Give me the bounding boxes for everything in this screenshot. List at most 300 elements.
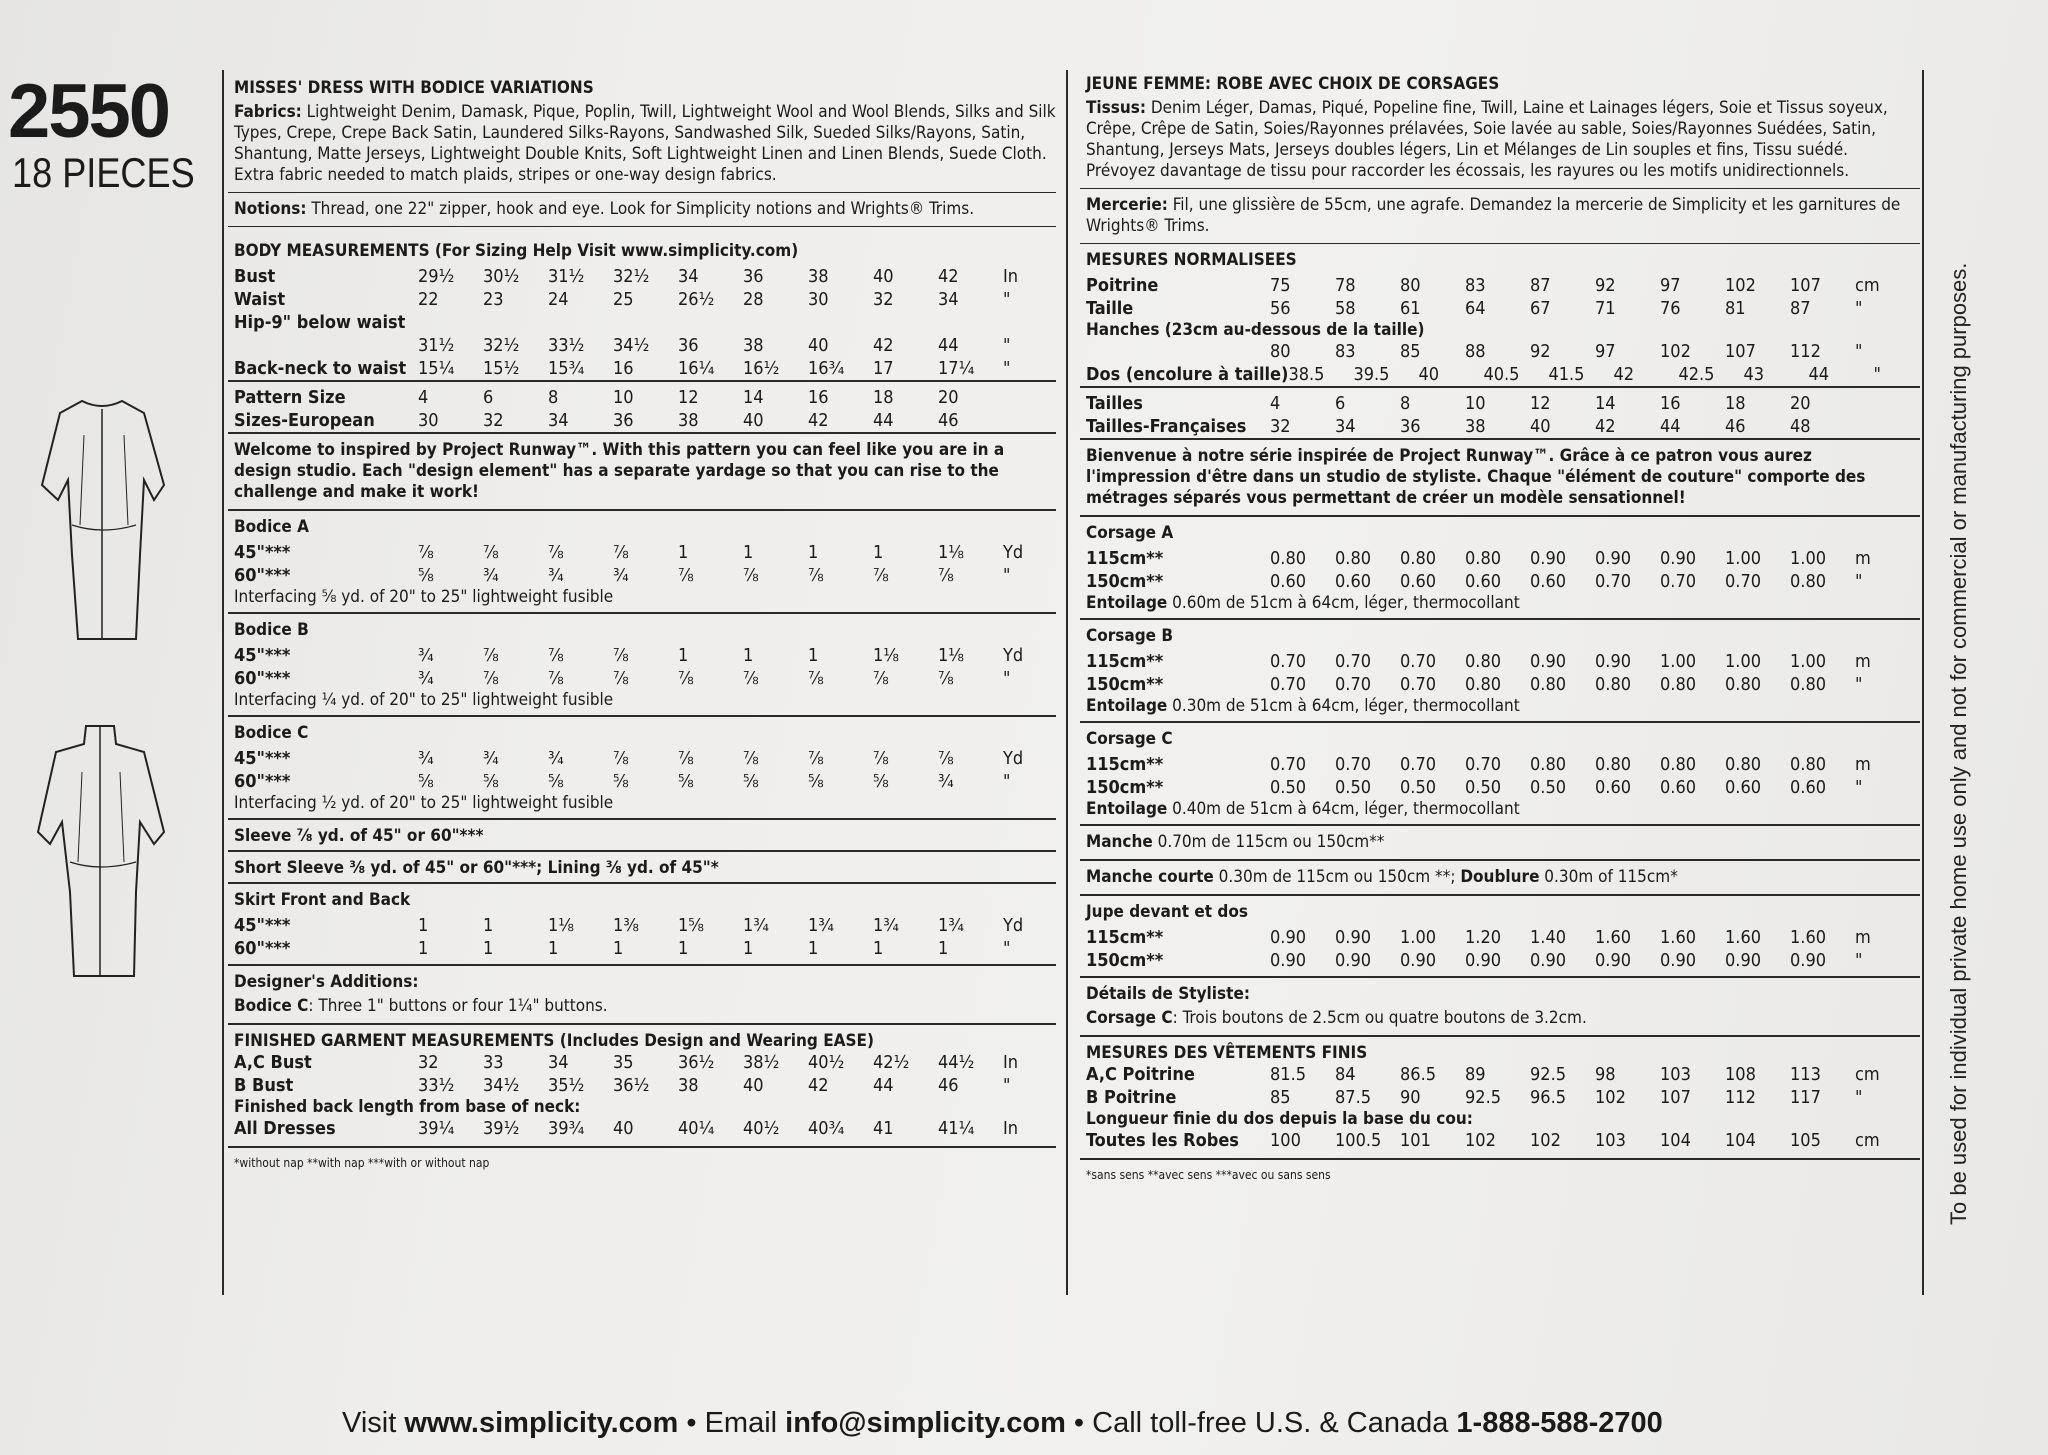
size-value: 0.80 (1660, 754, 1697, 775)
row-label: 45"*** (234, 542, 291, 563)
unit-label: m (1855, 754, 1871, 775)
size-value: 0.60 (1595, 777, 1632, 798)
phone-number[interactable]: 1-888-588-2700 (1456, 1407, 1663, 1439)
unit-label: " (1855, 777, 1863, 798)
designer-additions-text: Bodice C: Three 1" buttons or four 1¼" buttons. (234, 996, 608, 1016)
designer-additions-title: Designer's Additions: (234, 972, 419, 992)
corsage-c-table (1080, 753, 1920, 799)
size-value: 42 (1595, 416, 1616, 437)
size-value: 16½ (743, 358, 780, 379)
size-value: 40 (1530, 416, 1551, 437)
size-value: ¾ (483, 748, 499, 769)
bodice-c-title: Bodice C (234, 723, 309, 743)
size-value: 41 (873, 1118, 894, 1139)
size-value: 0.60 (1790, 777, 1827, 798)
size-value: 31½ (418, 335, 455, 356)
size-value: 38 (808, 266, 829, 287)
unit-label: In (1003, 1052, 1019, 1073)
size-value: 85 (1400, 341, 1421, 362)
size-value: 0.70 (1335, 674, 1372, 695)
size-value: 1⅛ (873, 645, 899, 666)
size-value: 30 (418, 410, 439, 431)
size-value: 0.80 (1660, 674, 1697, 695)
size-value: 40¾ (808, 1118, 845, 1139)
size-value: 0.70 (1465, 754, 1502, 775)
corsage-b-table (1080, 650, 1920, 696)
size-value: 38 (678, 410, 699, 431)
row-label: 60"*** (234, 771, 291, 792)
bodice-b-table (228, 644, 1056, 690)
size-value: 1 (808, 542, 819, 563)
size-value: 46 (938, 410, 959, 431)
size-value: 1 (743, 542, 754, 563)
size-value: 0.90 (1335, 950, 1372, 971)
corsage-a-title: Corsage A (1086, 523, 1174, 543)
size-value: 1¾ (938, 915, 964, 936)
corsage-b-title: Corsage B (1086, 626, 1174, 646)
unit-label: m (1855, 927, 1871, 948)
piece-count: 18 PIECES (12, 149, 195, 196)
size-value: 15½ (483, 358, 520, 379)
row-label: Sizes-European (234, 410, 375, 431)
row-label: 60"*** (234, 938, 291, 959)
size-value: 18 (1725, 393, 1746, 414)
size-value: 0.80 (1465, 548, 1502, 569)
size-value: 34 (1335, 416, 1356, 437)
size-value: 14 (1595, 393, 1616, 414)
size-value: 1.00 (1790, 548, 1827, 569)
usage-notice: To be used for individual private home use only and not for commercial or manufacturing purposes. (1946, 262, 1971, 1225)
size-value: ⅞ (873, 748, 889, 769)
size-value (743, 311, 808, 334)
measurement-row (228, 770, 1056, 793)
measurement-row (228, 667, 1056, 690)
size-value: ¾ (548, 565, 564, 586)
size-value: ⅝ (743, 771, 759, 792)
size-value: 87 (1530, 275, 1551, 296)
unit-label: " (1873, 364, 1881, 385)
measurement-row (1080, 776, 1920, 799)
size-value: 0.60 (1660, 777, 1697, 798)
size-value: 0.90 (1595, 548, 1632, 569)
size-value: 0.80 (1790, 754, 1827, 775)
size-value: ⅞ (678, 565, 694, 586)
size-value: 81 (1725, 298, 1746, 319)
size-value: 0.80 (1790, 674, 1827, 695)
size-value (808, 311, 873, 334)
jupe-title: Jupe devant et dos (1086, 902, 1248, 922)
size-value (873, 311, 938, 334)
dress-illustration-short-sleeve (32, 395, 172, 645)
size-value (548, 311, 613, 334)
size-value: 0.60 (1400, 571, 1437, 592)
size-value: 0.70 (1660, 571, 1697, 592)
size-value: ¾ (418, 668, 434, 689)
size-value: 36½ (678, 1052, 715, 1073)
size-value: 117 (1790, 1087, 1821, 1108)
size-value: 0.80 (1270, 548, 1307, 569)
size-value: ⅞ (808, 748, 824, 769)
measurement-row (1080, 753, 1920, 776)
size-value: 6 (483, 387, 494, 408)
size-value: 0.80 (1335, 548, 1372, 569)
measurement-row (228, 1074, 1056, 1097)
size-value: 40 (743, 1075, 764, 1096)
measurement-row (228, 747, 1056, 770)
size-value: 88 (1465, 341, 1486, 362)
website-link[interactable]: www.simplicity.com (404, 1407, 679, 1439)
size-value: 61 (1400, 298, 1421, 319)
size-value: 32 (1270, 416, 1291, 437)
unit-label: " (1003, 335, 1011, 356)
size-value: 0.70 (1400, 754, 1437, 775)
corsage-c-title: Corsage C (1086, 729, 1173, 749)
row-label: 45"*** (234, 645, 291, 666)
size-value: 15¾ (548, 358, 585, 379)
unit-label: cm (1855, 1130, 1880, 1151)
email-link[interactable]: info@simplicity.com (785, 1407, 1066, 1439)
measurement-row (1080, 297, 1920, 320)
size-value: 46 (938, 1075, 959, 1096)
unit-label: Yd (1003, 915, 1024, 936)
size-value: ⅞ (548, 668, 564, 689)
unit-label: " (1003, 1075, 1011, 1096)
size-value: 0.80 (1725, 754, 1762, 775)
size-value: 0.70 (1595, 571, 1632, 592)
size-value: 42 (808, 1075, 829, 1096)
size-value: 0.90 (1270, 927, 1307, 948)
size-value: 104 (1660, 1130, 1691, 1151)
measurement-row (1080, 363, 1920, 386)
unit-label: " (1855, 674, 1863, 695)
size-value: 38 (678, 1075, 699, 1096)
dos-table (1080, 363, 1920, 386)
size-value: 113 (1790, 1064, 1821, 1085)
measurement-row (228, 357, 1056, 380)
pattern-size-table (228, 386, 1056, 432)
size-value: 43 (1743, 364, 1765, 385)
row-label: 60"*** (234, 565, 291, 586)
size-value: ¾ (418, 748, 434, 769)
bodice-a-title: Bodice A (234, 517, 309, 537)
size-value: 0.50 (1270, 777, 1307, 798)
size-value: 44 (873, 1075, 894, 1096)
longueur-title: Longueur finie du dos depuis la base du cou: (1086, 1109, 1473, 1129)
size-value (613, 311, 678, 334)
row-label: 60"*** (234, 668, 291, 689)
unit-label: Yd (1003, 542, 1024, 563)
tissus-paragraph: Tissus: Denim Léger, Damas, Piqué, Popeline fine, Twill, Laine et Lainages légers, Soie et Tissus soyeux, Crêpe, Crêpe de Satin, Soies/Rayonnes prélavées, Soie lavée au sable, Soies/Rayonnes Suédées, Satin, Shantung, Jerseys Mats, Jerseys doubles légers, Lin et Mélanges de Lin souples et fins, Tissu suédé. Prévoyez davantage de tissu pour raccorder les écossais, les rayures ou les motifs unidirectionnels. (1086, 98, 1888, 181)
notions-paragraph: Notions: Thread, one 22" zipper, hook and eye. Look for Simplicity notions and Wrights® Trims. (234, 199, 975, 219)
size-value: ¾ (483, 565, 499, 586)
unit-label (1003, 409, 1056, 432)
measurement-row (228, 334, 1056, 357)
size-value: 17 (873, 358, 894, 379)
size-value: 98 (1595, 1064, 1616, 1085)
row-label: 150cm** (1086, 674, 1164, 695)
size-value: 0.50 (1465, 777, 1502, 798)
size-value: 80 (1400, 275, 1421, 296)
size-value: 64 (1465, 298, 1486, 319)
size-value: 1⅛ (548, 915, 574, 936)
size-value: 14 (743, 387, 764, 408)
size-value: 1.00 (1725, 651, 1762, 672)
size-value: ⅞ (548, 542, 564, 563)
size-value: 0.60 (1335, 571, 1372, 592)
size-value: 1¾ (873, 915, 899, 936)
size-value: 0.60 (1465, 571, 1502, 592)
manche-courte-line: Manche courte 0.30m de 115cm ou 150cm **; Doublure 0.30m of 115cm* (1086, 867, 1678, 887)
size-value: 39¼ (418, 1118, 455, 1139)
size-value: 8 (1400, 393, 1411, 414)
size-value: 41¼ (938, 1118, 975, 1139)
hanches-table (1080, 340, 1920, 363)
size-value: 34 (938, 289, 959, 310)
size-value: 39½ (483, 1118, 520, 1139)
size-value: ⅝ (418, 771, 434, 792)
mercerie-paragraph: Mercerie: Fil, une glissière de 55cm, une agrafe. Demandez la mercerie de Simplicity et les garnitures de Wrights® Trims. (1086, 195, 1901, 236)
size-value: 32 (418, 1052, 439, 1073)
size-value: 97 (1595, 341, 1616, 362)
size-value: 1 (678, 938, 689, 959)
size-value: 44 (1660, 416, 1681, 437)
measurement-row (1080, 570, 1920, 593)
body-measurements-table (228, 265, 1056, 380)
unit-label: " (1855, 1087, 1863, 1108)
unit-label: Yd (1003, 645, 1024, 666)
size-value: 20 (1790, 393, 1811, 414)
measurement-row (1080, 274, 1920, 297)
size-value: 34 (678, 266, 699, 287)
size-value: 1.00 (1400, 927, 1437, 948)
size-value: ⅞ (613, 748, 629, 769)
manche-line: Manche 0.70m de 115cm ou 150cm** (1086, 832, 1385, 852)
size-value: 0.80 (1790, 571, 1827, 592)
size-value: 92 (1530, 341, 1551, 362)
size-value: 71 (1595, 298, 1616, 319)
tailles-table (1080, 392, 1920, 438)
bodice-c-table (228, 747, 1056, 793)
finis-title: MESURES DES VÊTEMENTS FINIS (1086, 1043, 1368, 1063)
size-value: 40 (613, 1118, 634, 1139)
size-value: 16 (808, 387, 829, 408)
size-value: ⅞ (873, 668, 889, 689)
size-value: ¾ (613, 565, 629, 586)
size-value: 42½ (873, 1052, 910, 1073)
size-value: 35 (613, 1052, 634, 1073)
unit-label: In (1003, 266, 1019, 287)
measurement-row (1080, 1129, 1920, 1152)
size-value: ⅞ (678, 748, 694, 769)
row-label: Bust (234, 266, 276, 287)
mesures-title: MESURES NORMALISEES (1086, 250, 1297, 270)
row-label: 115cm** (1086, 548, 1164, 569)
french-footnote: *sans sens **avec sens ***avec ou sans sens (1086, 1168, 1331, 1182)
measurement-row (228, 409, 1056, 432)
row-label: 115cm** (1086, 651, 1164, 672)
size-value: 22 (418, 289, 439, 310)
size-value: 12 (678, 387, 699, 408)
size-value: ⅞ (613, 668, 629, 689)
size-value: 46 (1725, 416, 1746, 437)
size-value: 0.80 (1595, 754, 1632, 775)
size-value: 67 (1530, 298, 1551, 319)
unit-label: " (1855, 571, 1863, 592)
size-value: ⅞ (613, 542, 629, 563)
size-value: ⅞ (483, 668, 499, 689)
bodice-a-interfacing: Interfacing ⅝ yd. of 20" to 25" lightweight fusible (234, 587, 614, 607)
size-value: 0.70 (1400, 651, 1437, 672)
fabrics-paragraph: Fabrics: Lightweight Denim, Damask, Pique, Poplin, Twill, Lightweight Wool and Wool Blends, Silks and Silk Types, Crepe, Crepe Back Satin, Laundered Silks-Rayons, Sandwashed Silk, Sueded Silks/Rayons, Satin, Shantung, Matte Jerseys, Lightweight Double Knits, Soft Lightweight Linen and Linen Blends, Suede Cloth. Extra fabric needed to match plaids, stripes or one-way design fabrics. (234, 102, 1056, 185)
size-value: 36 (613, 410, 634, 431)
unit-label: Yd (1003, 748, 1024, 769)
unit-label: " (1003, 289, 1011, 310)
size-value: ⅞ (743, 668, 759, 689)
measurement-row (228, 564, 1056, 587)
size-value: 16¼ (678, 358, 715, 379)
row-label: Dos (encolure à taille) (1086, 364, 1289, 385)
size-value: 39¾ (548, 1118, 585, 1139)
size-value: 1.40 (1530, 927, 1567, 948)
row-label: 45"*** (234, 915, 291, 936)
unit-label (1855, 392, 1920, 415)
corsage-b-entoilage: Entoilage 0.30m de 51cm à 64cm, léger, thermocollant (1086, 696, 1520, 716)
measurement-row (228, 311, 1056, 334)
measurement-row (228, 386, 1056, 409)
row-label: A,C Poitrine (1086, 1064, 1195, 1085)
row-label: Tailles (1086, 393, 1143, 414)
size-value: 1 (483, 938, 494, 959)
size-value: 10 (613, 387, 634, 408)
size-value: 41.5 (1548, 364, 1585, 385)
size-value: ⅝ (418, 565, 434, 586)
size-value: 76 (1660, 298, 1681, 319)
size-value: ⅞ (483, 542, 499, 563)
size-value: 56 (1270, 298, 1291, 319)
size-value: 83 (1465, 275, 1486, 296)
size-value: 16 (613, 358, 634, 379)
row-label: 45"*** (234, 748, 291, 769)
unit-label: " (1855, 950, 1863, 971)
size-value: 0.90 (1595, 950, 1632, 971)
size-value: 0.90 (1660, 950, 1697, 971)
jupe-table (1080, 926, 1920, 972)
divider-middle (1066, 70, 1068, 1295)
size-value: 0.60 (1725, 777, 1762, 798)
size-value: ⅞ (808, 565, 824, 586)
welcome-text: Welcome to inspired by Project Runway™. With this pattern you can feel like you are in a design studio. Each "design element" has a separate yardage so that you can rise to the challenge and make it work! (234, 440, 1005, 502)
unit-label: " (1003, 358, 1011, 379)
size-value: ⅝ (808, 771, 824, 792)
size-value: 34 (548, 1052, 569, 1073)
dress-illustration-standing-collar (30, 722, 170, 982)
size-value: 108 (1725, 1064, 1756, 1085)
size-value: 1.60 (1660, 927, 1697, 948)
size-value: 87 (1790, 298, 1811, 319)
size-value: 28 (743, 289, 764, 310)
size-value: 8 (548, 387, 559, 408)
unit-label (1855, 415, 1920, 438)
size-value: 44½ (938, 1052, 975, 1073)
unit-label: In (1003, 1118, 1019, 1139)
size-value: 0.90 (1530, 548, 1567, 569)
hanches-label: Hanches (23cm au-dessous de la taille) (1086, 320, 1425, 340)
size-value: 17¼ (938, 358, 975, 379)
row-label: B Bust (234, 1075, 294, 1096)
unit-label: m (1855, 548, 1871, 569)
size-value: 102 (1530, 1130, 1561, 1151)
row-label: Poitrine (1086, 275, 1159, 296)
size-value: ⅝ (613, 771, 629, 792)
size-value: 1⅜ (613, 915, 639, 936)
row-label: 150cm** (1086, 777, 1164, 798)
measurement-row (228, 937, 1056, 960)
row-label: 115cm** (1086, 754, 1164, 775)
measurement-row (1080, 340, 1920, 363)
size-value: 0.90 (1400, 950, 1437, 971)
size-value: 102 (1595, 1087, 1626, 1108)
size-value: 1 (678, 645, 689, 666)
size-value: 97 (1660, 275, 1681, 296)
measurement-row (1080, 926, 1920, 949)
corsage-a-table (1080, 547, 1920, 593)
size-value: 0.70 (1725, 571, 1762, 592)
size-value: 1⅝ (678, 915, 704, 936)
size-value: 38 (1465, 416, 1486, 437)
size-value: 44 (873, 410, 894, 431)
size-value: 0.80 (1465, 651, 1502, 672)
size-value (483, 311, 548, 334)
size-value: ⅞ (938, 565, 954, 586)
row-label: A,C Bust (234, 1052, 312, 1073)
size-value: 0.90 (1465, 950, 1502, 971)
finished-measurements-table (228, 1051, 1056, 1097)
size-value: 0.50 (1335, 777, 1372, 798)
size-value: 96.5 (1530, 1087, 1567, 1108)
size-value: 1 (938, 938, 949, 959)
size-value: 1 (418, 938, 429, 959)
size-value: 58 (1335, 298, 1356, 319)
back-length-table (228, 1117, 1056, 1140)
size-value: 107 (1725, 341, 1756, 362)
row-label: Waist (234, 289, 286, 310)
size-value: ⅝ (678, 771, 694, 792)
size-value: 0.70 (1270, 674, 1307, 695)
size-value: 1.60 (1595, 927, 1632, 948)
size-value: 1⅛ (938, 542, 964, 563)
unit-label: cm (1855, 275, 1880, 296)
size-value: 92 (1595, 275, 1616, 296)
measurement-row (228, 1117, 1056, 1140)
divider-left (222, 70, 224, 1295)
skirt-title: Skirt Front and Back (234, 890, 411, 910)
size-value: 32 (873, 289, 894, 310)
size-value: 0.80 (1530, 754, 1567, 775)
measurement-row (1080, 1086, 1920, 1109)
size-value: 92.5 (1465, 1087, 1502, 1108)
bodice-b-title: Bodice B (234, 620, 309, 640)
size-value: 0.60 (1270, 571, 1307, 592)
size-value (418, 311, 483, 334)
size-value: 44 (938, 335, 959, 356)
bodice-c-interfacing: Interfacing ½ yd. of 20" to 25" lightweight fusible (234, 793, 614, 813)
row-label: 150cm** (1086, 571, 1164, 592)
size-value: 1 (743, 938, 754, 959)
french-title: JEUNE FEMME: ROBE AVEC CHOIX DE CORSAGES (1086, 74, 1500, 94)
size-value: 0.90 (1530, 651, 1567, 672)
size-value: 40.5 (1483, 364, 1520, 385)
size-value: 102 (1660, 341, 1691, 362)
